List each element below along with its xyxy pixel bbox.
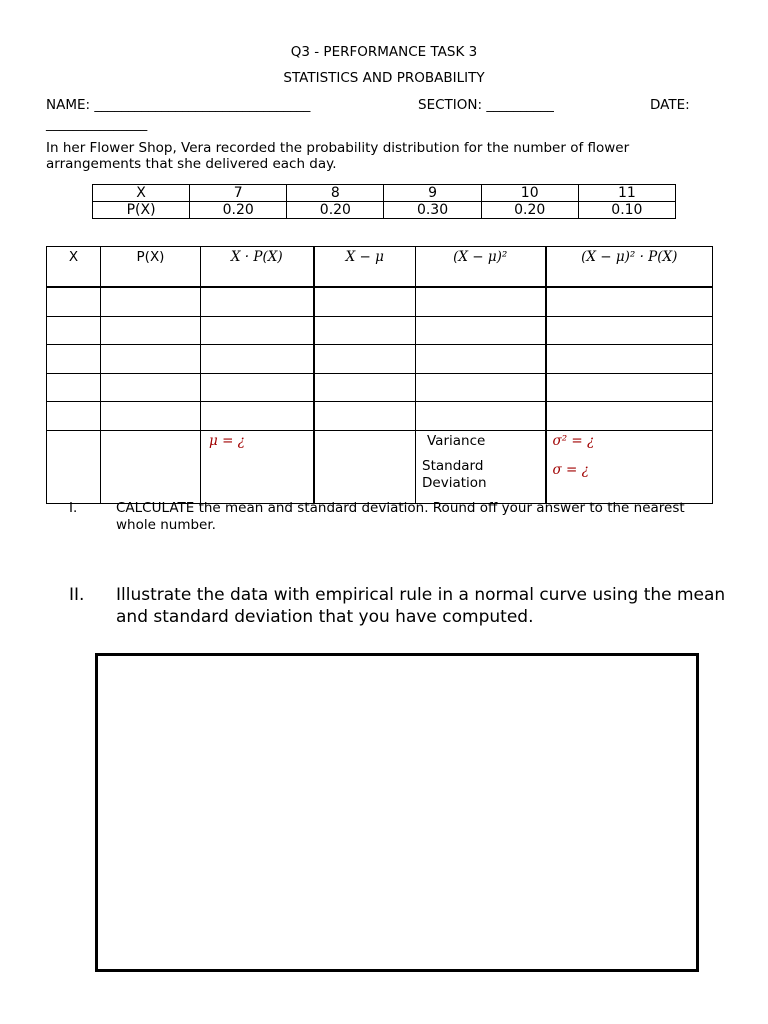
table-row[interactable] [47, 287, 713, 316]
table-cell[interactable] [101, 287, 201, 316]
distribution-p-value: 0.20 [190, 202, 287, 219]
table-cell[interactable] [416, 287, 546, 316]
table-row[interactable] [47, 345, 713, 374]
distribution-p-value: 0.10 [578, 202, 675, 219]
worksheet-header-row [47, 247, 713, 288]
header-px: P(X) [101, 247, 201, 288]
table-cell[interactable] [546, 345, 713, 374]
header-x: X [47, 247, 101, 288]
table-cell[interactable] [201, 345, 314, 374]
table-cell[interactable] [101, 316, 201, 345]
table-cell[interactable] [416, 316, 546, 345]
distribution-p-value: 0.20 [481, 202, 578, 219]
table-cell[interactable] [47, 430, 101, 503]
distribution-p-label: P(X) [93, 202, 190, 219]
table-cell[interactable] [546, 402, 713, 431]
distribution-x-value: 7 [190, 185, 287, 202]
table-row[interactable] [47, 373, 713, 402]
date-field[interactable]: _______________ [46, 116, 148, 132]
table-cell[interactable] [47, 373, 101, 402]
table-cell[interactable] [314, 402, 416, 431]
distribution-x-label: X [93, 185, 190, 202]
instruction-1-number: I. [69, 500, 78, 516]
distribution-p-value: 0.20 [287, 202, 384, 219]
table-cell[interactable] [201, 373, 314, 402]
table-cell[interactable] [101, 345, 201, 374]
table-cell[interactable] [47, 316, 101, 345]
distribution-p-value: 0.30 [384, 202, 481, 219]
table-row[interactable] [47, 316, 713, 345]
table-cell[interactable] [101, 373, 201, 402]
worksheet-table [46, 246, 713, 504]
table-cell[interactable] [416, 345, 546, 374]
mean-formula: μ = ¿ [209, 432, 245, 449]
header-x-times-px: X · P(X) [201, 247, 314, 288]
table-cell[interactable] [546, 373, 713, 402]
table-cell[interactable] [201, 287, 314, 316]
variance-formula: σ² = ¿ [552, 432, 595, 449]
table-cell[interactable] [201, 316, 314, 345]
table-cell[interactable] [416, 373, 546, 402]
instruction-2-text: Illustrate the data with empirical rule in a normal curve using the mean and standard deviation that you have computed. [116, 585, 726, 627]
page-title: Q3 - PERFORMANCE TASK 3 [290, 44, 478, 60]
table-cell[interactable] [101, 430, 201, 503]
variance-label: Variance [427, 432, 486, 449]
table-row[interactable] [47, 402, 713, 431]
table-cell[interactable] [47, 287, 101, 316]
name-field[interactable]: NAME: ________________________________ [46, 97, 311, 113]
distribution-x-value: 9 [384, 185, 481, 202]
instruction-2-number: II. [69, 585, 85, 605]
std-label-line2: Deviation [422, 474, 487, 491]
distribution-table [92, 184, 676, 219]
problem-text: In her Flower Shop, Vera recorded the probability distribution for the number of flower arrangements that she delivered each day. [46, 140, 630, 172]
header-x-minus-mu-squared: (X − μ)² [416, 247, 546, 288]
distribution-x-value: 10 [481, 185, 578, 202]
table-cell[interactable] [47, 402, 101, 431]
table-cell[interactable] [546, 287, 713, 316]
header-x-minus-mu: X − μ [314, 247, 416, 288]
date-label: DATE: [650, 97, 690, 113]
table-cell[interactable] [314, 430, 416, 503]
std-label-line1: Standard [422, 457, 484, 474]
table-cell[interactable] [314, 373, 416, 402]
std-formula: σ = ¿ [552, 461, 589, 478]
normal-curve-drawing-box[interactable] [95, 653, 699, 972]
header-squared-times-px: (X − μ)² · P(X) [546, 247, 713, 288]
table-cell[interactable] [416, 402, 546, 431]
distribution-row-x [93, 185, 676, 202]
table-cell[interactable] [47, 345, 101, 374]
distribution-x-value: 11 [578, 185, 675, 202]
section-field[interactable]: SECTION: __________ [418, 97, 554, 113]
labels-cell [416, 430, 546, 503]
page-subtitle: STATISTICS AND PROBABILITY [283, 70, 485, 86]
table-cell[interactable] [314, 345, 416, 374]
table-cell[interactable] [201, 402, 314, 431]
mean-cell[interactable] [201, 430, 314, 503]
summary-row[interactable] [47, 430, 713, 503]
table-cell[interactable] [101, 402, 201, 431]
distribution-x-value: 8 [287, 185, 384, 202]
instruction-1-text: CALCULATE the mean and standard deviation. Round off your answer to the nearest whole number. [116, 500, 685, 533]
distribution-row-p [93, 202, 676, 219]
formula-cell[interactable] [546, 430, 713, 503]
table-cell[interactable] [314, 287, 416, 316]
table-cell[interactable] [546, 316, 713, 345]
table-cell[interactable] [314, 316, 416, 345]
